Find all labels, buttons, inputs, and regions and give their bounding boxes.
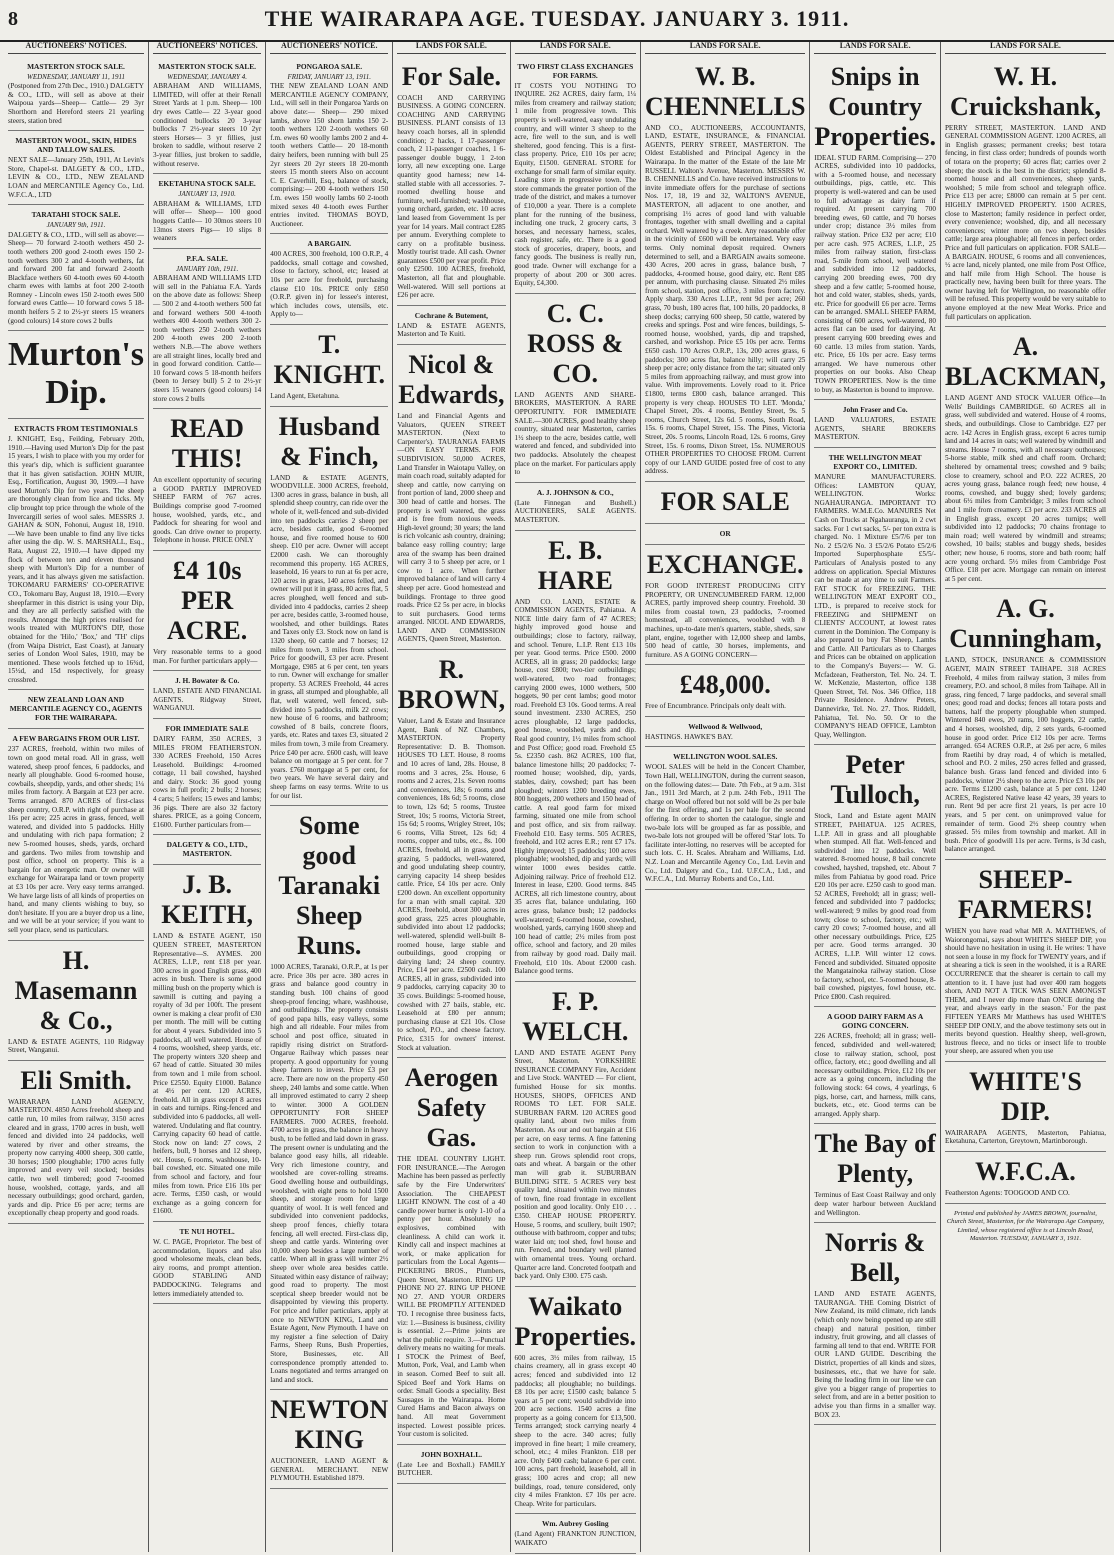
ad-body: W. C. PAGE, Proprietor. The best of accommodation, liquors and also good wholesome meals, clean beds, airy rooms, and prompt attention. GOOD STABLING AND PADDOCKING. Telegrams and letters immediately attended to.	[153, 1238, 262, 1298]
ad-body: IDEAL STUD FARM. Comprising— 270 ACRES, subdivided into 10 paddocks, with a 5-roomed house, and necessary outbuildings, pigs, cattle, etc. This property is well-watered and can be used to full advantage as dairy farm if required. At present carrying 700 breeding ewes, 60 cattle, and 70 horses under crop; distance 3½ miles from railway station. Price £32 per acre; £10 per acre cash. 975 ACRES, L.I.P., 25 miles from railway station, first-class road, 5-mile from school, well watered and subdivided into 12 paddocks, carrying 200 breeding ewes, 700 dry sheep and a few cattle; 5-roomed house, hot and cold water, stables, sheds, yards, etc. Price for goodwill £6 per acre. Terms can be arranged. SMALL SHEEP FARM, consisting of 600 acres, well-watered, 80 acres flat can be used for dairying. At present carrying 600 breeding ewes and 60 cattle. 13 miles from station. Yards, etc. Price, £6 10s per acre. Easy terms arranged. We have numerous other properties on our books. Also Cheap TOWN PROPERTIES. Now is the time to buy, as Masterton is bound to improve.	[814, 153, 936, 394]
ad-body: ABRAHAM & WILLIAMS, LTD will offer— Sheep— 100 good hoggets Cattle— 10 30mos steers 10 13mos steers Pigs— 10 slips 8 weaners	[153, 199, 262, 243]
ad-body: 1000 ACRES, Taranaki, O.R.P., at 1s per acre. Price 30s per acre. 380 acres in grass and balance good country in standing bush. 100 chains of good sheep-proof fencing; whare, washhouse, and outbuildings. The property consists of good papa hills, easy valleys, some high and all rideable. Four miles from school and post office, situated in rapidly rising district on Stratford-Ongarue Railway which passes near property. A good opportunity for young sheep farmers to invest. Price £3 per acre. There are now on the property 450 sheep, 240 lambs and some cattle. When all improved estimated to carry 2 sheep to winter. 3000 A GOLDEN OPPORTUNITY FOR SHEEP FARMERS. 7000 ACRES, freehold. 4700 acres in grass, the balance in heavy bush, to be felled and laid down in grass. The present owner is undulating and the balance good easy hills, all rideable. Very rich limestone country, and woolshed are cover-rolling streams. Good dwelling house and outbuildings, woolshed, with eight pens to hold 1500 sheep, and storage room for large quantity of wool. It is well fenced and subdivided into convenient paddocks, sheep proof fences, chiefly totara fencing, all well erected. First-class dip, sheep and cattle yards. Wintering over 10,000 sheep besides a large number of cattle. When all in grass will winter 2½ sheep over whole area besides cattle. Situated within easy distance of railway; good road to property. The most sceptical sheep breeder would not be disappointed by viewing this property. For price and fuller particulars, apply at once to NEWTON KING, Land and Estate Agent, New Plymouth. I have on my register a fine selection of Dairy Farms, Sheep Runs, Bush Properties, Store, Businesses, etc. All correspondence promptly attended to. Loans negotiated and terms arranged on land and stock.	[270, 963, 389, 1384]
ad-body: PERRY STREET, MASTERTON. LAND AND GENERAL COMMISSION AGENT. 1200 ACRES, all in English grasses; permanent creeks; best totara fencing, in first class order; hundreds of pounds worth of totara on the property; 60 acres flat; carries over 2 sheep; the stock is the best in the district; splendid 8-roomed house and all conveniences, sheep yards, woolshed; 5 mile from school and telegraph office. Price £13 per acre; £8000 can remain at 5 per cent. HIGHLY IMPROVED PROPERTY. 1500 ACRES, close to Masterton; family residence in perfect order, every convenience; woolshed, dip, and all necessary conveniences; winter more on two sheep, besides cattle; large area ploughable; all fences in perfect order. Price and full particulars on application. FOR SALE—A BARGAIN. HOUSE, 6 rooms and all conveniences, ½ acre land, nicely planted, one mile from Post Office, and half mile from High School. The house is practically new, having been built for three years. The owner having left for Wellington, no reasonable offer will be refused. This property would be very suitable to anyone employed at the new Meat Works. Price and full particulars on application.	[944, 123, 1106, 321]
advertisement	[814, 57, 936, 401]
advertisement	[814, 1124, 936, 1223]
ad-body: AUCTIONEER, LAND AGENT & GENERAL MERCHANT. NEW PLYMOUTH. Established 1879.	[270, 1457, 389, 1483]
ad-body: Free of Encumbrance. Principals only dealt with.	[645, 702, 786, 711]
ad-headline: Wm. Aubrey Gosling	[541, 1519, 609, 1529]
ad-body: LAND VALUATORS, ESTATE AGENTS, SHARE BROKERS MASTERTON.	[814, 416, 936, 442]
ad-headline: OR	[719, 528, 731, 538]
ad-headline: The Bay of Plenty,	[814, 1129, 936, 1189]
ad-body: WHEN you have read what MR A. MATTHEWS, of Waiorongomai, says about WHITE'S SHEEP DIP, you should have no hesitation in using it. He writes: 'I have not seen a louse in my flock for TWENTY years, and if at shearing a tick is seen in the woolshed, it is a RARE OCCURRENCE that the shearer is certain to call my attention to it. I have just had over 400 ram hoggets shorn, AND NOT A TICK WAS SEEN AMONGST THEM, and I never dip more than ONCE during the year, and always early in the season.' For the past FIFTEEN YEARS Mr Matthews has used WHITE'S SHEEP DIP ONLY, and the above testimony sets out in merits beyond question. Healthy sheep, well-grown, lustrous fleece, and no ticks or insect life to trouble your sheep, are assured when you use	[944, 926, 1106, 1056]
advertisement	[153, 719, 261, 836]
ad-headline: EXTRACTS FROM TESTIMONIALS	[14, 424, 138, 434]
ad-headline: NEW ZEALAND LOAN AND MERCANTILE AGENCY CO., AGENTS FOR THE WAIRARAPA.	[9, 695, 143, 723]
ad-headline: A GOOD DAIRY FARM AS A GOING CONCERN.	[827, 1012, 924, 1031]
ad-headline: SHEEP-FARMERS!	[957, 864, 1094, 924]
advertisement	[153, 249, 261, 410]
ad-headline: Murton's Dip.	[8, 336, 144, 412]
advertisement	[8, 205, 144, 331]
ad-subheading: JANUARY 10th, 1911.	[175, 264, 239, 273]
advertisement	[645, 545, 805, 665]
ad-body: Stock, Land and Estate agent MAIN STREET, PAHIATUA. 125 ACRES, L.I.P. All in grass and all ploughable when stumped. All flat. Well-fenced and subdivided into 12 paddocks. Well watered. 8-roomed house, 8 bail concrete cowshed, hayshed, trapshed, etc. About 7 miles from Pahiatua by good road. Price £20 10s per acre. £250 cash to good man. 52 ACRES, Freehold; all in grass; well-fenced and subdivided into 7 paddocks; well-watered; 9 miles by good road from town; close to school, factory, etc.; will carry 20 cows; 7-roomed house, and all other necessary outbuildings. Price, £25 per acre. Good terms arranged. 30 ACRES, L.I.P. Will winter 12 cows. Fenced and subdivided. Situated opposite the Mangatainoka railway station. Close to factory, school, etc. 5-roomed house, 8-bail cowshed, pigstyes, fowl house, etc. Price £800. Cash required.	[814, 812, 936, 1001]
advertisement	[515, 982, 637, 1287]
ad-body: (Postponed from 27th Dec., 1910.) DALGETY & CO., LTD., will sell as above at their Waipoua yards—Sheep— Cattle— 29 3yr Shorthorn and Hereford steers 21 yearling steers, station bred	[8, 82, 144, 125]
advertisement	[645, 747, 805, 889]
ad-body: Land and Financial Agents and Valuators, QUEEN STREET MASTERTON. (Next to Carpenter's). TAURANGA FARMS—ON EASY TERMS. FOR SUBDIVISION. 50,000 ACRES, Land Transfer in Waiotapu Valley, on main coach road, suitably adapted for sheep and cattle, now carrying on front portion of land, 2000 sheep and 300 head of cattle and horses. The property is well watered, the grass and is free from noxious weeds. High-level ground; 30 years; the land is rich volcanic ash country, draining; balance easy rolling country; large area of the swamp has been drained will carry 3 to 5 sheep per acre, or 1 cow to 1 acre. When further improved balance of land will carry 4 sheep per acre. Good homestead and buildings. Frontage to three good roads. Price £2 5s per acre, in blocks to suit purchasers. Good terms arranged. NICOL AND EDWARDS, LAND AND COMMISSION AGENTS, Queen Street, Masterton.	[397, 412, 506, 644]
ad-body: WAIRARAPA LAND AGENCY, MASTERTON. 4850 Acres freehold sheep and cattle run, 10 miles from railway, 3150 acres cleared and in grass, 1700 acres in bush, well fenced and divided into 24 paddocks, well watered by river and other streams, the property now carrying 4000 sheep, 300 cattle, 30 horses; 1500 ploughable; 1700 acres fully improved and every veil stocked; besides cattle, two well timbered; good 7-roomed house, woolshed, cottage, yards, and all necessary outbuildings; good orchard, garden, yards and dip. Price £6 per acre; terms are exceptionally cheap property and good roads.	[8, 1097, 144, 1218]
advertisement	[153, 409, 261, 551]
ad-headline: JOHN BOXHALL.	[420, 1449, 482, 1459]
advertisement	[153, 835, 261, 865]
advertisement	[270, 1390, 388, 1489]
page-number: 8	[8, 8, 18, 30]
advertisement	[270, 57, 388, 235]
column-header: LANDS FOR SALE.	[645, 42, 805, 54]
ad-body: WOOL SALES will be held in the Concert Chamber, Town Hall, WELLINGTON, during the current season, on the following dates:— Date. 7th Feb., at 9 a.m. 31st Jan., 1911 3rd March, at 2 p.m. 24th Feb., 1911 The charge on Wool offered but not sold will be 2s per bale for the first offering, and 1s per bale for the second offering. In order to shorten the catalogue, single and two-bale lots will be grouped as far as possible, and two-bale lots not grouped will be offered 'Star' lots. To facilitate inter-lotting, no reserves will be accepted for such lots. C. H. Scales. Abraham and Williams, Ltd. N.Z. Loan and Mercantile Agency Co., Ltd. Levin and Co., Ltd. Dalgety and Co., Ltd. U.F.C.A., Ltd., and W.F.C.A., Ltd. Murray Roberts and Co., Ltd.	[645, 763, 806, 884]
advertisement	[814, 745, 936, 1007]
ad-body: LAND AGENT AND STOCK VALUER Office—In Wells' Buildings CAMBRIDGE. 60 ACRES all in grass, well subdivided and watered. House of 4 rooms, sheds, and outbuildings. Close to Cambridge. £27 per acre. 142 Acres in English grass, except 6 acres turnip land and 14 acres in oats; well watered by windmill and streams. House 7 rooms, with all necessary outhouses; 5-horse stable, milk shed and chaff room. Orchard; sheltered by ornamental trees; cowshed and 9 bails; close to creamery, school and P.O. 222 ACRES, 20 acres young grass, balance rough feed; new house, 4 rooms, cowshed, and buggy shed; lovely gardens; about 6½ miles from Cambridge; 3 miles from school and 1 mile from creamery. £3 per acre. 233 ACRES all in English grass, except 20 acres turnips; well subdivided into 12 paddocks; 70 chains frontage to main road; well watered by windmill and streams; cowshed, 10 bails; stables and buggy sheds, besides other; new house, 6 rooms, store and bath room; half acre young orchard. 5½ miles from Cambridge Post Office. £18 per acre. Mortgage can remain on interest at 5 per cent.	[944, 394, 1106, 583]
ad-headline: E. B. HARE	[537, 535, 613, 595]
ad-body: 400 ACRES, 300 freehold, 100 O.R.P., 4 paddocks, small cottage and cowshed, close to factory, school, etc; leased at 10s per acre for freehold, purchasing clause £10 10s. PRICE only £850 (O.R.P. given in) for lessee's interest, which includes cows, utensils, etc. Apply to—	[270, 250, 389, 319]
advertisement	[8, 131, 144, 205]
ad-headline: EXCHANGE.	[646, 549, 804, 579]
advertisement	[814, 1223, 936, 1425]
advertisement	[645, 482, 805, 524]
advertisement	[945, 327, 1106, 589]
ad-headline: R. BROWN,	[397, 655, 506, 715]
ad-headline: DALGETY & CO., LTD., MASTERTON.	[166, 840, 248, 859]
column-header: LANDS FOR SALE.	[814, 42, 936, 54]
ad-body: AND CO. LAND, ESTATE & COMMISSION AGENTS, Pahiatua. A NICE little dairy farm of 47 ACRES; highly improved good house and outbuildings; close to factory, railway, and school. Tenure, L.I.P. Rent £13 10s per year. Good terms. Price £500. 2000 ACRES, all in grass; 20 paddocks; large house, cost £800; two-tier outbuildings; well-watered, two road frontages; carrying 2000 ewes, 1000 wethers, 500 hoggets, 90 per cent lambs; good motor road. Freehold £3 10s. Good terms. A real sound investment. 2330 ACRES, 250 acres ploughable, 12 large paddocks, good house, woolshed, yards and dip. Real good country, 1½ miles from school and Post Office; good road. Freehold £5 5s. £2350 cash. 862 ACRES, 100 flat, balance limestone hills; 20 paddocks; 7-roomed house; woolshed, dip, yards, stables, dairy, cowshed; part has been ploughed; winters 1200 breeding ewes, 800 hoggets, 200 wethers and 150 head of cattle. A real good farm for mixed farming, situated one mile from school and post office, and six from railway. Freehold £10. Easy terms. 505 ACRES, freehold, and 102 acres E.R.; rent £7 17s. Highly improved; 15 paddocks; 100 acres ploughable; woolshed, dip and yards; will winter 1000 ewes besides cattle. Adjoining railway. Price of freehold £12. Interest in lease, £200. Good terms. 845 ACRES, all rich limestone country, about 35 acres flat, balance undulating, 160 acres grass, balance bush; 12 paddocks well-watered; 6-roomed house, cowshed, woolshed, yards, carrying 1600 sheep and 100 head of cattle; 2½ miles from post office, school and factory, and 20 miles from railway by good road. Daily mail. Freehold, £10 10s. About £2000 cash. Balance good terms.	[514, 597, 637, 976]
advertisement	[397, 650, 505, 1058]
ad-headline: Norris & Bell,	[824, 1228, 926, 1288]
ad-headline: FOR SALE	[660, 486, 790, 516]
ad-headline: PONGAROA SALE.	[296, 61, 363, 71]
ad-headline: READ THIS!	[170, 414, 244, 474]
ad-headline: MASTERTON STOCK SALE.	[27, 61, 125, 71]
ad-body: IT COSTS YOU NOTHING TO INQUIRE. 262 ACRES, dairy farm, 1¼ miles from creamery and railway station; 1 mile from progressive town. This property is well-watered, easy undulating country, and will winter 3 sheep to the acre, fire well to the sun, and is well sheltered, good fencing. This is a first-class property. Price, £10 10s per acre; Equity, £1500. GENERAL STORE for exchange for small farm of similar equity. Leading store in progressive town. The store commands the greater portion of the trade of the district, and makes a turnover of £10,000 a year. There is a complete plant for the running of the business, including one truck, 2 grocery carts, 3 horses, and necessary harness, scales, cash register, safe, etc. There is a good stock of groceries, drapery, boots, and fancy goods. The business is really run, good trade. Owner will exchange for a property of about 200 or 300 acres. Equity, £4,300.	[514, 81, 637, 288]
ad-headline: Nicol & Edwards,	[398, 350, 505, 410]
advertisement	[270, 407, 388, 807]
ad-headline: Some good Taranaki Sheep Runs.	[278, 811, 381, 961]
ad-body: (Land Agent) FRANKTON JUNCTION, WAIKATO	[514, 1530, 637, 1547]
advertisement	[270, 325, 388, 407]
column-8	[941, 42, 1110, 1552]
ad-body: WAIRARAPA AGENTS, Masterton, Pahiatua, Eketahuna, Carterton, Greytown, Martinborough.	[944, 1128, 1106, 1146]
column-4	[393, 42, 510, 1552]
advertisement	[515, 57, 637, 294]
ad-headline: T. KNIGHT.	[273, 330, 385, 390]
advertisement	[397, 345, 505, 650]
column-header: LANDS FOR SALE.	[515, 42, 637, 54]
ad-body: LAND, ESTATE AND FINANCIAL AGENTS. Ridgway Street, WANGANUI.	[153, 687, 262, 713]
advertisement	[397, 306, 505, 345]
ad-headline: FOR IMMEDIATE SALE	[165, 723, 249, 733]
advertisement	[8, 690, 144, 729]
ad-body: HASTINGS. HAWKE'S BAY.	[645, 732, 733, 741]
ad-body: Very reasonable terms to a good man. For further particulars apply—	[153, 647, 262, 665]
ad-body: ABRAHAM AND WILLIAMS LTD will sell in the Pahiatua F.A. Yards on the above date as follows: Sheep— 500 2 and 4-tooth wethers 500 fat and forward wethers 500 4-tooth wethers 400 4-tooth wethers 300 2-tooth wethers 250 2-tooth wethers 200 4-tooth ewes 200 2-tooth wethers N.B.—The above wethers are all straight lines, locally bred and in good forward condition. Cattle— 10 forward cows 5 18-month heifers (been to Jersey bull) 5 2 to 2½-yr steers 15 weaners (good colours) 14 store cows 2 bulls	[153, 274, 262, 403]
ad-headline: W. H. Cruickshank,	[949, 61, 1101, 121]
ad-subheading: JANUARY 9th, 1911.	[46, 221, 106, 230]
advertisement	[153, 174, 261, 249]
ad-subheading: WEDNESDAY, JANUARY 4.	[167, 72, 247, 81]
ad-body: Valuer, Land & Estate and Insurance Agent, Bank of NZ Chambers, MASTERTON. Property Representative: D. B. Thomson. HOUSES TO LET. House, 8 rooms and 10 acres of land, 28s. House, 8 rooms and 3 acres, 25s. House, 6 rooms and 2 acres, 21s. Seven rooms and conveniences, 18s; 6 rooms and conveniences, 18s 6d; 5 rooms, close to town, 12s 6d; 5 rooms, Trustee Street, 10s; 5 rooms, Victoria Street, 15s 6d; 5 rooms, Wrigley Street, 10s; 6 rooms, Villa Street, 12s 6d; 4 rooms, copper and tubs, etc., 8s. 100 ACRES, freehold, all in grass, good grazing, 5 paddocks, well-watered, and good undulating sheep country, carrying capacity 14 sheep besides cattle. Price, £4 10s per acre. Only £200 down. An excellent opportunity for a man with small capital. 320 ACRES, freehold, about 300 acres in good grass, 225 acres ploughable, subdivided into about 12 paddocks; well-watered, splendid well-built 8-roomed house, large stable and outbuildings, good cropping or dairying land; 24 sheep country. Price, £14 per acre. £2500 cash. 100 ACRES, all in grass, subdivided into 9 paddocks, carrying capacity 30 to 35 cows. Buildings: 5-roomed house, cowshed with 27 bails, stable, etc. Leasehold at £80 per annum; purchasing clause at £21 10s. Close to school, P.O., and cheese factory. Price, £315 for owners' interest. Stock at valuation.	[397, 717, 506, 1052]
ad-headline: John Fraser and Co.	[842, 405, 908, 415]
ad-body: (Late Lee and Boxhall.) FAMILY BUTCHER.	[397, 1460, 506, 1478]
ad-headline: TWO FIRST CLASS EXCHANGES FOR FARMS.	[517, 61, 634, 80]
advertisement	[8, 419, 144, 690]
ad-headline: Waikato Properties.	[514, 1291, 637, 1351]
advertisement	[945, 860, 1106, 1062]
ad-headline: C. C. ROSS & CO.	[527, 298, 624, 388]
ad-body: LAND AGENTS AND SHARE-BROKERS, MASTERTON. A RARE OPPORTUNITY. FOR IMMEDIATE SALE.—300 ACRES, good healthy sheep country, situated near Masterton, carries 1½ sheep to the acre, besides cattle, well watered and fenced, and subdivided into two paddocks. Absolutely the cheapest place on the market. For particulars apply to	[514, 390, 637, 477]
column-6	[641, 42, 810, 1552]
advertisement	[814, 400, 936, 448]
ad-headline: W.F.C.A.	[975, 1157, 1076, 1187]
advertisement	[515, 483, 637, 531]
ad-headline: TE NUI HOTEL.	[179, 1227, 235, 1237]
ad-headline: Snips in Country Properties.	[814, 61, 936, 151]
column-header: AUCTIONEERS' NOTICES.	[153, 42, 261, 54]
ad-body: 226 ACRES, freehold; all in grass; well-fenced, subdivided and well-watered; close to railway station, school, post office, factory, etc.; good dwelling and all necessary outbuildings. Price, £12 10s per acre as a going concern, including the following stock: 64 cows, 4 yearlings, 6 pigs, horse, cart, and harness, milk cans, buckets, etc., etc. Good terms can be arranged. Apply sharp.	[814, 1032, 936, 1118]
ad-headline: £48,000.	[679, 670, 771, 700]
advertisement	[8, 57, 144, 132]
advertisement	[153, 671, 261, 719]
ad-body: Terminus of East Coast Railway and only deep water harbour between Auckland and Wellington.	[814, 1191, 936, 1217]
ad-headline: A. BLACKMAN,	[944, 332, 1106, 392]
column-header: AUCTIONEERS' NOTICE.	[270, 42, 388, 54]
advertisement	[945, 57, 1106, 328]
advertisement	[645, 57, 805, 482]
ad-body: MANURE MANUFACTURERS. Offices: LAMBTON QUAY, WELLINGTON. Works: NGAHAURANGA. IMPORTANT TO FARMERS. W.M.E.Co. MANURES Net Cash on Trucks at Ngahauranga, in 2 cwt sacks. For 1 cwt sacks, 5/- per ton extra is charged. No. 1 Mixture £5/7/6 per ton No. 2 £5/2/6 No. 3 £5/2/6 Potato £5/2/6 Imported Superphosphate £5/5/- Particulars of Analysis posted to any address on application. Special Mixtures can be made at any time to suit Farmers. FAT STOCK for FREEZING. THE WELLINGTON MEAT EXPORT CO., LTD., is prepared to receive stock for FREEZING and SHIPMENT on CLIENTS' ACCOUNT, at lowest rates current in the Dominion. The Company is also prepared to buy Fat Sheep, Lambs and Cattle. All Particulars as to Charges and Prices can be obtained on application to the Company's Buyers:— W. G. Mcfadzean, Featherston, Tel. No. 24. T. W. McKenzie, Masterton, office 138 Queen Street, Tel. Nos. 346 Office, 118 Private Residence. Andrew Peters, Dannevirke, Tel. No. 27. Thos. Riddell, Pahiatua, Tel. No. 50. Or to the COMPANY'S HEAD OFFICE, Lambton Quay, Wellington.	[814, 473, 936, 739]
ad-body: THE NEW ZEALAND LOAN AND MERCANTILE AGENCY COMPANY, Ltd., will sell in their Pongaroa Yards on above date:— Sheep— 290 mixed lambs, above 150 shorn lambs 150 2-tooth wethers 120 2-tooth wethers 60 f.m. ewes 60 woolly lambs 200 2 and 4-tooth wethers Cattle— 20 18-month dairy heifers, been running with bull 25 2yr steers 20 2yr steers 18 20-month steers 15 month steers Also on account C. E. Caverhill, Esq., balance of stock, comprising:— 200 4-tooth wethers 150 f.m. ewes 150 woolly lambs 60 2-tooth mixed sexes 40 4-tooth ewes Further entries invited. THOMAS BOYD, Auctioneer.	[270, 82, 389, 228]
advertisement	[645, 524, 805, 545]
ad-body: 600 acres, 3½ miles from railway, 15 chains creamery, all in grass except 40 acres; fenced and subdivided into 12 paddocks; all ploughable; no buildings. £8 10s per acre; £1500 cash; balance 5 years at 5 per cent; would subdivide into 200 acre sections. 1540 acres a fine property as a going concern for £13,500. Terms arranged; stock carrying nearly 4 sheep to the acre. 340 acres; fully improved in fine heart; 1 mile creamery, school, etc.; 4 miles Frankton. £18 per acre. Only £400 cash; balance 6 per cent. 100 acres, part freehold, leasehold, all in grass; 100 acres and crop; all new buildings, road, tenure considered, only city 4 miles Frankton. £7 10s per acre. Cheap. Write for particulars.	[514, 1353, 637, 1508]
ad-headline: A FEW BARGAINS FROM OUR LIST.	[12, 734, 140, 744]
column-header: LANDS FOR SALE.	[945, 42, 1106, 54]
ad-headline: EKETAHUNA STOCK SALE.	[158, 179, 256, 189]
ad-headline: Wellwood & Wellwood,	[688, 721, 763, 731]
advertisement	[814, 1007, 936, 1124]
ad-headline: Eli Smith.	[20, 1065, 132, 1095]
ad-headline: NEWTON KING	[270, 1395, 389, 1455]
ad-headline: Cochrane & Butement,	[414, 310, 489, 320]
ad-headline: THE WELLINGTON MEAT EXPORT CO., LIMITED.	[828, 453, 922, 471]
column-5	[511, 42, 642, 1552]
ad-subheading: JANUARY 13, 1910.	[178, 190, 236, 199]
ad-body: An excellent opportunity of securing a GOOD PARTLY IMPROVED SHEEP FARM of 767 acres. Buildings comprise good 7-roomed house, woolshed, yards, etc., and Paddock for shearing for wool and goods. Can drive owner to property. Telephone in house. PRICE ONLY	[153, 476, 262, 545]
ad-headline: P.F.A. SALE.	[186, 253, 228, 263]
advertisement	[270, 234, 388, 325]
ad-body: (Late Finnegan and Bushell.) AUCTIONEERS, SALE AGENTS. MASTERTON.	[514, 498, 637, 524]
publisher-imprint: Printed and published by JAMES BROWN, journalist, Church Street, Masterton, for the Wairarapa Age Company, Limited, whose registered office is at Lincoln Road, Masterton. TUESDAY, JANUARY 3, 1911.	[946, 1209, 1105, 1243]
ad-body: THE IDEAL COUNTRY LIGHT. FOR INSURANCE.—The Aerogen Machine has been passed as perfectly safe by the Fire Underwriters' Association. The CHEAPEST LIGHT KNOWN. The cost of a 40 candle power burner is only 1-10 of a penny per hour. Absolutely no explosives, combined with cleanliness. A child can work it. Kindly call and inspect machines at work, or make application for particulars from the Local Agents— PICKERING BROS., Plumbers, Queen Street, Masterton. RING UP PHONE NO 27. RING UP PHONE NO 27. AND YOUR ORDERS WILL BE PROMPTLY ATTENDED TO. I recognise three business facts, viz: 1.—Business is business, civility is essential. 2.—Prime joints are what the public require. 3.—Punctual delivery means no waiting for meals. I STOCK the Primest of Beef, Mutton, Pork, Veal, and Lamb when in season. Corned Beef to suit all. Spiced Beef and York Hams on order. Small Goods a speciality. Best Sausages in the Wairarapa. Home Cured Hams and Bacon always on hand. All meat Government inspected. Lowest possible prices. Your custom is solicited.	[397, 1155, 506, 1439]
ad-body: COACH AND CARRYING BUSINESS. A GOING CONCERN. COACHING AND CARRYING BUSINESS. PLANT consists of 13 heavy coach horses, all in splendid condition; 2 hacks, 1 17-passenger coach, 2 11-passenger coaches, 1 6-passenger double buggy, 1 2-ton lorry, all new excepting one. Large quantity good harness; new 14-stalled stable with all accessories. 7-roomed dwelling house and furniture, well-furnished; washhouse, young orchard, garden, etc. 10 acres land leased from Government 1s per year for 14 years. Mail contract £285 per annum. Everything complete to carry on a profitable business. Mostly tourist trade. All cash. Owner guarantees £500 per year profit. Price only £2500. 100 ACRES, freehold, Masterton, all flat and ploughable. Well-watered. Will sell portions at £26 per acre.	[397, 93, 506, 300]
column-2	[149, 42, 266, 1552]
ad-headline: For Sale.	[401, 61, 501, 91]
advertisement	[515, 294, 637, 483]
ad-body: J. KNIGHT, Esq., Feilding, February 20th, 1910.—Having used Murton's Dip for the past 15 years, I wish to place with you my order for this year's dip, which is sufficient guarantee that it has given satisfaction. JOHN MUIR, Esq., Fortification, August 30, 1909.—I have used Murton's Dip for two years. The sheep are thoroughly clean from lice and ticks. My clip brought top price through the whole of the Invercargill series of wool sales. MESSRS J. GAHAN & SON, Fohonui, August 18, 1910.—We have been unable to find any live ticks after using the dip. W. S. MARSHALL, Esq., Rata, August 22, 1910.—I have dipped my flock of between ten and eleven thousand sheep with Murton's Dip for a number of years, and it has always given me satisfaction. TOKOMARU FARMERS' CO-OPERATIVE CO., Tokomaru Bay, August 18, 1910.—Every sheepfarmer in this district is using your Dip, and they are all perfectly satisfied with the results. Amongst the high prices realised for wools treated with MURTON'S DIP, those obtained for the 'Hilo,' 'Box,' and 'TH' clips (from Waipa District, East Coast), at January series of London Wool Sales, 1910, may be mentioned. These wools fetched up to 16¾d, 15½d, and 15d respectively, for greasy crossbred.	[8, 435, 144, 684]
ad-body: LAND AND ESTATE AGENT Perry Street, Masterton. YORKSHIRE INSURANCE COMPANY Fire, Accident and Live Stock. WANTED — For client, furnished House for six months. HOUSES, SHOPS, OFFICES AND ROOMS TO LET. FOR SALE. SUBURBAN FARM. 120 ACRES good quality land, about two miles from Masterton. As our and out bargain at £16 per acre, on easy terms. A fine fattening section to work in conjunction with a sheep run. Grows splendid root crops, oats and wheat. A bargain or the other man will grab it. SUBURBAN BUILDING SITE. 5 ACRES very best quality land, situated within two minutes of town, fine road frontage in excellent position and good locality. Only £10 . . . £350. CHEAP HOUSE PROPERTY. House, 5 rooms, and scullery, built 1907; outhouse with bathroom, copper and tubs; water laid on; tool shed, fowl house and run. Fenced, and boundary well planted with ornamental trees. Young orchard. Quarter acre land. Concreted footpath and back yard. Only £300. £75 cash.	[514, 1048, 637, 1281]
ad-headline: J. H. Bowater & Co.	[175, 676, 240, 686]
advertisement	[153, 865, 261, 1222]
advertisement	[397, 1445, 505, 1484]
ad-subheading: WEDNESDAY, JANUARY 11, 1911	[27, 72, 125, 81]
ad-headline: A. G. Cunningham,	[949, 594, 1102, 654]
ad-body: LAND & ESTATE AGENT, 150 QUEEN STREET, MASTERTON Representative—S. AYMES. 200 ACRES, L.I.P., rent £18 per year. 300 acres in good English grass, 400 acres in bush. There is some good milling bush on the property which is sawmill is cutting and paying a royalty of 3d per 100ft. The present owner is making a clear profit of £30 per month. The mill will be cutting for about 4 years. Subdivided into 5 paddocks, all well watered. House of 4 rooms, woolshed, sheep yards, etc. The property winters 320 sheep and 67 head of cattle. Situated 30 miles from town and 1 mile from school. Price £2550. Equity £1000. Balance at 4½ per cent. 120 ACRES, freehold. All in grass except 8 acres in oats and turnips. Ring-fenced and subdivided into 6 paddocks, all well-watered. Undulating and flat country. Carrying capacity 60 head of cattle. Stock now on land: 27 cows, 2 heifers, bull, 9 horses and 12 sheep, etc. House, 6 rooms, washhouse, 10-bail cowshed, etc. Situated one mile from school and factory, and four miles from town. Price £16 10s per acre. Terms, £350 cash, or would exchange as a going concern for £1600.	[153, 932, 262, 1216]
advertisement	[397, 1058, 505, 1445]
ad-body: AND CO., AUCTIONEERS, ACCOUNTANTS, LAND, ESTATE, INSURANCE, & FINANCIAL AGENTS, PERRY STREET, MASTERTON. The Oldest Established and Principal Agency in the Wairarapa. In the matter of the Estate of the late Mr RUSSELL Walton's Avenue, Masterton. MESSRS W. B. CHENNELLS and Co. have received instructions to invite immediate offers for the purchase of sections Nos. 17, 18, 19 and 32, WALTON'S AVENUE, MASTERTON, all adjacent to one another, and comprising 1½ acres of good land with valuable frontages, together with small dwelling and a capital orchard. Well watered by a creek. Any reasonable offer in the vicinity of £600 will be entertained. Very easy terms. Only nominal deposit required. Owners determined to sell, and a BARGAIN awaits someone. 430 Acres, 200 acres in grass, balance bush, 7 paddocks, 4-roomed house, good dairy, etc. Rent £85 per annum, with purchasing clause. Situated 2½ miles from school, station, post office, 3 miles from factory. Apply sharp. 330 Acres L.I.P., rent 9d per acre; 260 grass, 70 bush, 180 acres flat, 100 hills, 20 paddocks, 8 sheep docks; carrying 600 sheep, 50 cattle, watered by creeks and springs. Post and wire fences, buildings, 5-roomed house, woolshed, yards, dip and trapshed, carshed, and workshop. Price £5 10s per acre. Terms £650 cash. 170 Acres O.R.P., 13s, 200 acres grass, 6 paddocks; 300 acres flat, balance hilly; will carry 25 sheep per acre; only distance from the tar; situated only 5 miles from approaching railway, and must grow into value. With improvements. Lovely road to it. Price £1800, terms £800 cash, balance arranged. This property is very cheap. HOUSES TO LET. 'Monda,' Chapel Street, 20s. 4 rooms, Bentley Street, 9s. 5 rooms, Church Street, 12s 6d. 5 rooms, South Road, 15s. 6 rooms, Chapel Street, 15s. The Pines, Victoria Street, 20s. 5 rooms, Lincoln Road, 12s. 6 rooms, Grey Street, 15s. 6 rooms, Dixon Street, 15s. NUMEROUS OTHER PROPERTIES TO CHOOSE FROM. Current copy of our LAND GUIDE posted free of cost to any address.	[645, 123, 806, 476]
ad-headline: WELLINGTON WOOL SALES.	[673, 752, 778, 762]
masthead	[0, 0, 1114, 42]
ad-headline: W. B. CHENNELLS	[645, 61, 806, 121]
ad-body: 237 ACRES, freehold, within two miles of town on good metal road. All in grass, well watered, sheep proof fences, 6 paddocks, and nearly all ploughable. Good 6-roomed house, cowbails, sheepdip, yards, and other sheds; 1¼ miles from factory. A Bargain at £23 per acre. Terms arranged. 870 ACRES of first-class sheep country, O.R.P. with right of purchase at 16s per acre; 225 acres in grass, fenced, well watered, and divided into 5 paddocks. Hilly and undulating with rich papa formation; 2 new 5-roomed houses, sheds, yards, orchard and gardens. Two miles from township and post office, school on property. This is a bargain for an energetic man. Or owner will exchange for Wairarapa land or town property at £3 10s per acre. Very easy terms arranged. We have large lists of all kinds of properties on hand, and many clients wishing to buy, so don't hesitate. If you are a buyer drop us a line, and we will be at your service; if you want to sell your place, send us particulars.	[8, 745, 144, 934]
ad-headline: MASTERTON STOCK SALE.	[158, 61, 257, 71]
ad-headline: A. J. JOHNSON & CO.,	[536, 487, 614, 497]
ad-headline: Aerogen Safety Gas.	[404, 1063, 499, 1153]
ad-body: Land Agent, Eketahuna.	[270, 392, 340, 401]
ad-body: LAND AND ESTATE AGENTS, TAURANGA. THE Coming District of New Zealand, its mild climate, rich lands (which only now being opened up are still cheap) and natural position, timber industry, fruit growing, and all classes of farming all tend to that end. WRITE FOR OUR LAND GUIDE. Describing the District, properties of all kinds and sizes, businesses, etc., that we have for sale. Being the leading firm in our line we can give you a bigger range of properties to select from, and are in a better position to advise you than firms in a smaller way. BOX 23.	[814, 1290, 936, 1419]
advertisement	[153, 57, 261, 175]
advertisement	[270, 806, 388, 1390]
column-7	[810, 42, 941, 1552]
column-header: LANDS FOR SALE.	[397, 42, 505, 54]
ad-headline: WHITE'S DIP.	[969, 1066, 1082, 1126]
ad-headline: MASTERTON WOOL, SKIN, HIDES AND TALLOW SALES.	[15, 136, 137, 155]
column-header: AUCTIONEERS' NOTICES.	[8, 42, 144, 54]
advertisement	[814, 448, 936, 745]
column-1	[4, 42, 149, 1552]
advertisement	[945, 1152, 1106, 1204]
newspaper-title: THE WAIRARAPA AGE. TUESDAY. JANUARY 3. 1911.	[264, 6, 850, 31]
advertisement	[515, 531, 637, 982]
ad-body: LAND & ESTATE AGENTS, Masterton and Te Kuiti.	[397, 321, 506, 339]
ad-body: Featherston Agents: TOOGOOD AND CO.	[944, 1189, 1070, 1198]
ad-body: LAND, STOCK, INSURANCE & COMMISSION AGENT, MAIN STREET TAIHAPE. 318 ACRES Freehold, 4 miles from railway station, 3 miles from creamery, P.O. and school, 8 miles from Taihape. All in grass, ring fenced, 7 large paddocks, and several small ones; good road and docks; fences all totara posts and battens, half the property ploughable when stumped. Wintered 840 ewes, 20 rams, 100 hoggets, 22 cattle, and 4 horses, woolshed, dip, 2 sets yards, 6-roomed house in good order. Price £12 10s per acre. Terms arranged. 654 ACRES O.R.P., at 2s6 per acre, 6 miles from Raetihi by dray road, 4 of which is metalled, school and P.O. 2 miles, 250 acres felled and grassed, balance bush. Grass land fenced and divided into 6 paddocks, winter 2½ sheep to the acre. Price £3 10s per acre. Terms £1200 cash, balance at 5 per cent. 1240 ACRES, Registered Native lease 42 years, 39 years to run. Rent 9d per acre first 21 years, 1s per acre 10 years, and 5 per cent. on unimproved value for remainder of term. Good 2½ sheep country when grassed. 5½ miles from township and market. All in bush. Price of goodwill 11s per acre. Terms, is 3d cash, balance arranged.	[944, 656, 1106, 854]
advertisement	[515, 1514, 637, 1553]
advertisement	[945, 1062, 1106, 1152]
ad-headline: A BARGAIN.	[307, 239, 352, 249]
advertisement	[8, 1061, 144, 1224]
advertisement	[8, 331, 144, 419]
advertisement	[645, 665, 805, 717]
ad-subheading: FRIDAY, JANUARY 13, 1911.	[287, 72, 371, 81]
advertisement	[153, 551, 261, 671]
ad-headline: Peter Tulloch,	[830, 750, 920, 810]
column-3	[266, 42, 393, 1552]
advertisement	[645, 717, 805, 748]
ad-headline: TARATAHI STOCK SALE.	[31, 210, 121, 220]
advertisement	[8, 941, 144, 1061]
newspaper-columns	[4, 42, 1110, 1552]
advertisement	[8, 729, 144, 940]
ad-headline: J. B. KEITH,	[161, 870, 253, 930]
ad-headline: £4 10s PER ACRE.	[167, 555, 248, 645]
ad-body: ABRAHAM AND WILLIAMS, LIMITED, will offer at their Renall Street Yards at 1 p.m. Sheep— 100 dry ewes Cattle— 22 3-year good conditioned bullocks 20 3-year bullocks 7 2½-year steers 10 2yr steers Horses— 3 yr fillies, just broken to saddle, without reserve 2 3-year fillies, just broken to saddle, without reserve.	[153, 82, 262, 168]
advertisement	[945, 589, 1106, 860]
ad-body: LAND & ESTATE AGENTS, 110 Ridgway Street, Wanganui.	[8, 1037, 144, 1055]
ad-body: FOR GOOD INTEREST PRODUCING CITY PROPERTY, OR UNENCUMBERED FARM. 12,000 ACRES, partly improved sheep country. Freehold. 30 miles from coastal town, 23 paddocks, 7-roomed homestead, all conveniences, woolshed with 8 machines, up-to-date men's quarters, stable, sheds, saw plant, engine, together with 12,000 sheep and lambs, 500 head of cattle, 30 horses, implements, and furniture. AS A GOING CONCERN—	[645, 581, 806, 659]
ad-headline: F. P. WELCH.	[522, 986, 629, 1046]
ad-body: LAND & ESTATE AGENTS, WOODVILLE. 3000 ACRES, freehold, 1300 acres in grass, balance in bush, all splendid sheep country, can ride over the whole of it, well-fenced and sub-divided into ten paddocks carries 2 sheep per acre, besides cattle, good 6-roomed house, and five roomed house to 600 sheep. £10 per acre. Owner will accept £2000 cash. We can thoroughly recommend this property. 165 ACRES, leasehold, 16 years to run at 6s per acre, 120 acres in grass, 140 acres felled, and owner will put it in grass, 80 acres flat, 5 acres ploughed, well fenced and sub-divided into 4 paddocks, carries 2 sheep per acre, besides cattle, 3-roomed house, woolshed, and other buildings. Rates and Taxes only £3. Stock now on land is 1320 sheep, 60 cattle and 7 horses; 12 miles from town, 3 miles from school. Price for goodwill, £3 per acre. Present Mortgage, £985 at 6 per cent, ten years to run. Owner will exchange for smaller property. 53 ACRES Freehold, 44 acres in grass, all stumped and ploughable, all flat, well watered, well fenced, sub-divided into 5 paddocks, milk 22 cows; new house of 6 rooms, and bathroom; cowshed of 8 bails, concrete floors, yards, etc. Rates and taxes £3, situated 2 miles from town, 3 mile from Creamery. Price £40 per acre. £600 cash, will leave balance on mortgage at 5 per cent. for 7 years. £760 mortgage at 5 per cent, for two years. We have several dairy and sheep farms on easy terms. Write to us for our list.	[270, 473, 389, 800]
ad-headline: H. Masemann & Co.,	[14, 945, 138, 1035]
ad-headline: Husband & Finch,	[278, 411, 380, 471]
ad-body: NEXT SALE—January 25th, 1911, At Levin's Store, Chapel-st. DALGETY & CO., LTD., LEVIN & CO., LTD., NEW ZEALAND LOAN and MERCANTILE Agency Co., Ltd. W.F.C.A., LTD	[8, 156, 144, 199]
advertisement	[397, 57, 505, 306]
ad-body: DAIRY FARM, 350 ACRES, 3 MILES FROM FEATHERSTON. 330 ACRES Freehold, 150 Acres Leasehold. Buildings: 4-roomed cottage, 11 bail cowshed, hayshed and dairy. Stock: 36 good young cows in full profit; 2 bulls; 2 horses; 4 carts; 5 heifers; 15 ewes and lambs; 36 pigs. There are also 32 factory shares. PRICE, as a going Concern, £1600. Further particulars from—	[153, 734, 262, 829]
ad-body: DALGETY & CO., LTD., will sell as above:— Sheep— 70 forward 2-tooth wethers 450 2-tooth wethers 200 good 2-tooth ewes 150 2-tooth wethers 300 2 and 4-tooth wethers, fat and forward 200 fat and forward 2-tooth Blackface wethers 60 4-tooth ewes 60 4-tooth charm ewes with lambs at foot 200 2-tooth Romney - Lincoln ewes 150 2-tooth ewes 500 forward ewes Cattle— 10 forward cows 5 18-month heifers 5 2 to 2½-yr steers 15 weaners (good colours) 14 store cows 2 bulls	[8, 230, 144, 325]
advertisement	[153, 1222, 261, 1304]
advertisement	[515, 1287, 637, 1515]
